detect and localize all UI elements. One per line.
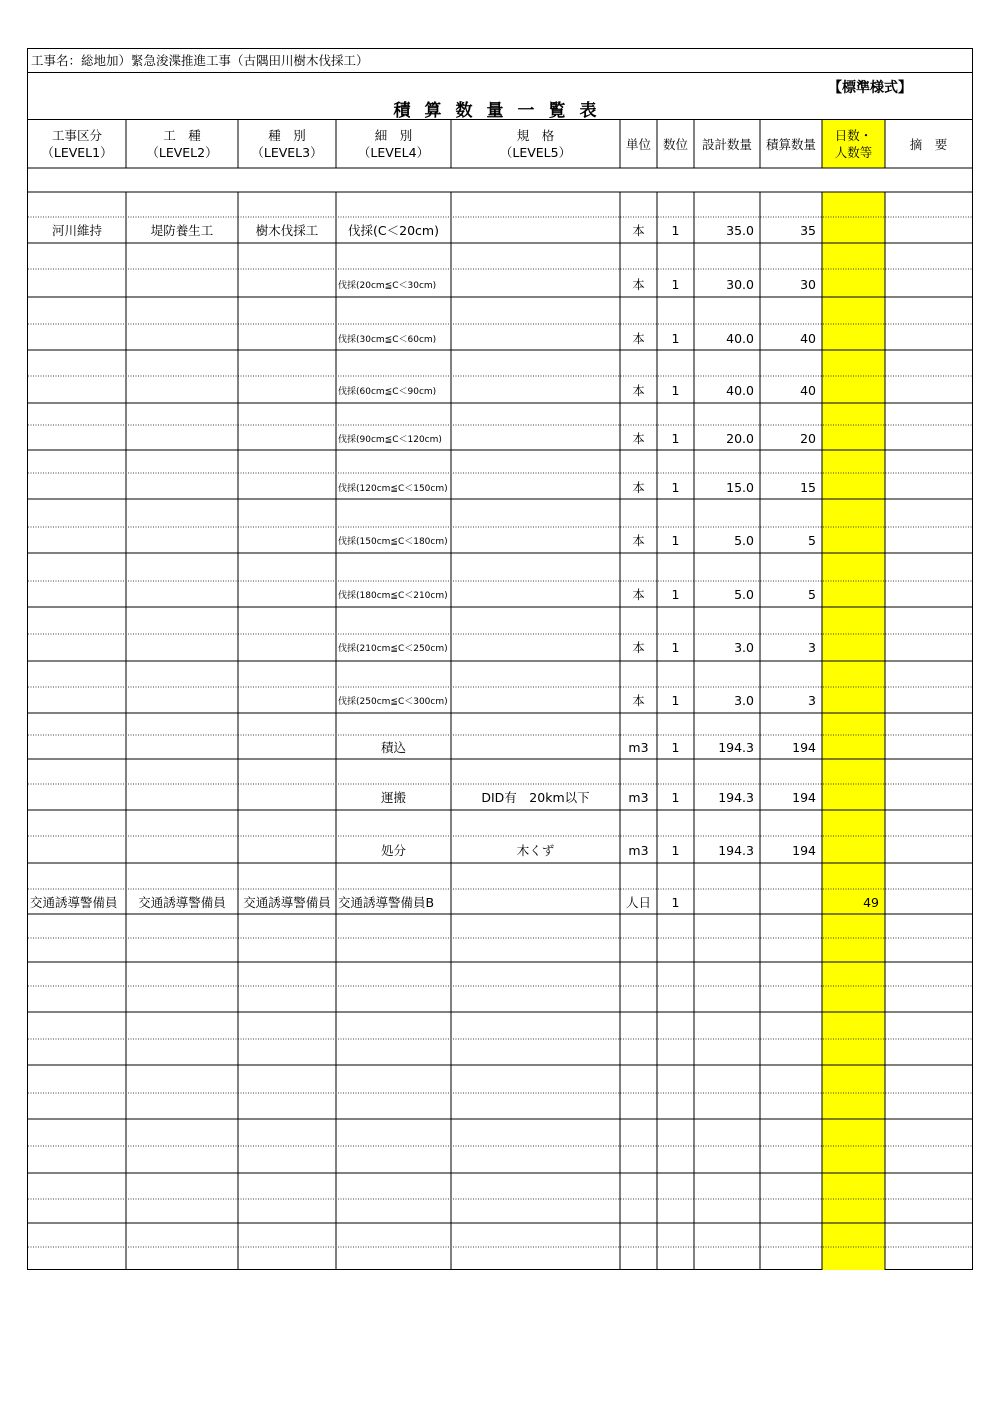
cell-unit: 本 <box>632 223 645 238</box>
cell-digit: 1 <box>671 532 680 548</box>
cell-l4: 積込 <box>380 740 406 755</box>
column-header-label: 日数・ <box>834 128 873 143</box>
cell-unit: 本 <box>632 277 645 292</box>
cell-digit: 1 <box>671 382 680 398</box>
cell-design: 3.0 <box>734 692 754 708</box>
cell-digit: 1 <box>671 842 680 858</box>
cell-calc: 20 <box>800 430 816 446</box>
cell-digit: 1 <box>671 692 680 708</box>
cell-design: 40.0 <box>726 330 754 346</box>
cell-l4: 伐採(250cm≦C＜300cm) <box>338 696 448 707</box>
column-header-sublabel: （LEVEL1） <box>41 145 113 160</box>
column-header <box>620 120 657 168</box>
cell-l4: 伐採(180cm≦C＜210cm) <box>338 590 448 601</box>
cell-l4: 処分 <box>380 843 406 858</box>
cell-design: 194.3 <box>718 789 754 805</box>
cell-l4: 伐採(120cm≦C＜150cm) <box>338 483 448 494</box>
cell-digit: 1 <box>671 330 680 346</box>
cell-l4: 伐採(20cm≦C＜30cm) <box>338 280 437 291</box>
cell-calc: 35 <box>800 222 816 238</box>
cell-l4: 伐採(90cm≦C＜120cm) <box>338 434 442 445</box>
cell-unit: 本 <box>632 383 645 398</box>
cell-unit: 本 <box>632 533 645 548</box>
column-header-label: 摘 要 <box>909 136 948 152</box>
cell-digit: 1 <box>671 739 680 755</box>
cell-design: 40.0 <box>726 382 754 398</box>
column-header-label: 工事区分 <box>51 128 102 143</box>
cell-calc: 5 <box>808 586 816 602</box>
cell-l4: 伐採(C＜20cm) <box>348 223 439 238</box>
cell-digit: 1 <box>671 222 680 238</box>
column-header <box>885 120 972 168</box>
cell-l2: 交通誘導警備員 <box>138 895 226 910</box>
column-header-label: 細 別 <box>374 128 413 143</box>
cell-days: 49 <box>863 894 879 910</box>
cell-design: 194.3 <box>718 739 754 755</box>
cell-digit: 1 <box>671 894 680 910</box>
cell-l1: 交通誘導警備員 <box>30 895 118 910</box>
cell-digit: 1 <box>671 639 680 655</box>
cell-design: 5.0 <box>734 586 754 602</box>
column-header-sublabel: 人数等 <box>834 145 873 160</box>
cell-unit: 本 <box>632 640 645 655</box>
quantity-sheet <box>27 48 973 1270</box>
column-header-sublabel: （LEVEL3） <box>251 145 323 160</box>
cell-l1: 河川維持 <box>51 223 102 238</box>
column-header-label: 工 種 <box>163 128 201 143</box>
cell-digit: 1 <box>671 276 680 292</box>
column-header-sublabel: （LEVEL4） <box>357 145 430 160</box>
cell-unit: m3 <box>628 789 649 805</box>
cell-unit: 本 <box>632 480 645 495</box>
cell-l4: 伐採(150cm≦C＜180cm) <box>338 536 448 547</box>
cell-design: 3.0 <box>734 639 754 655</box>
column-header-label: 単位 <box>625 136 651 152</box>
cell-calc: 15 <box>800 479 816 495</box>
cell-l5: 木くず <box>516 843 555 858</box>
column-header <box>238 120 336 168</box>
cell-unit: 本 <box>632 693 645 708</box>
cell-design: 194.3 <box>718 842 754 858</box>
column-header <box>760 120 822 168</box>
cell-digit: 1 <box>671 586 680 602</box>
column-header-label: 数位 <box>662 136 688 152</box>
cell-calc: 40 <box>800 330 816 346</box>
column-header <box>126 120 238 168</box>
cell-calc: 3 <box>808 692 816 708</box>
cell-digit: 1 <box>671 479 680 495</box>
cell-calc: 30 <box>800 276 816 292</box>
cell-l5: DID有 20km以下 <box>481 790 590 805</box>
cell-design: 15.0 <box>726 479 754 495</box>
cell-unit: 人日 <box>625 895 651 910</box>
column-header-label: 規 格 <box>516 128 555 143</box>
cell-unit: 本 <box>632 587 645 602</box>
cell-unit: 本 <box>632 431 645 446</box>
column-header <box>28 120 126 168</box>
cell-l4: 伐採(210cm≦C＜250cm) <box>338 643 448 654</box>
cell-design: 30.0 <box>726 276 754 292</box>
cell-l3: 交通誘導警備員 <box>243 895 331 910</box>
cell-l3: 樹木伐採工 <box>255 223 319 238</box>
cell-l4: 伐採(30cm≦C＜60cm) <box>338 334 437 345</box>
column-header-label: 種 別 <box>268 128 306 143</box>
cell-calc: 194 <box>792 789 816 805</box>
cell-unit: m3 <box>628 739 649 755</box>
days-column-highlight <box>822 192 885 1270</box>
cell-digit: 1 <box>671 430 680 446</box>
cell-calc: 3 <box>808 639 816 655</box>
cell-l4: 交通誘導警備員B <box>338 895 435 910</box>
page-title: 積算数量一覧表 <box>393 101 611 121</box>
cell-unit: m3 <box>628 842 649 858</box>
column-header <box>657 120 694 168</box>
column-header <box>822 120 885 168</box>
cell-calc: 5 <box>808 532 816 548</box>
title-block <box>28 73 972 120</box>
column-header <box>336 120 451 168</box>
cell-design: 35.0 <box>726 222 754 238</box>
cell-l4: 運搬 <box>380 790 406 805</box>
cell-l4: 伐採(60cm≦C＜90cm) <box>338 386 437 397</box>
table-grid <box>28 120 972 1270</box>
column-header-sublabel: （LEVEL2） <box>146 145 218 160</box>
cell-design: 20.0 <box>726 430 754 446</box>
cell-calc: 194 <box>792 739 816 755</box>
standard-format-label: 【標準様式】 <box>828 80 912 96</box>
column-header <box>451 120 620 168</box>
cell-digit: 1 <box>671 789 680 805</box>
cell-design: 5.0 <box>734 532 754 548</box>
column-header-label: 設計数量 <box>701 136 752 152</box>
cell-l2: 堤防養生工 <box>150 223 214 238</box>
project-name: 工事名：総地加）緊急浚渫推進工事（古隅田川樹木伐採工） <box>28 49 972 73</box>
cell-calc: 40 <box>800 382 816 398</box>
cell-unit: 本 <box>632 331 645 346</box>
column-header-sublabel: （LEVEL5） <box>499 145 572 160</box>
column-header <box>694 120 760 168</box>
column-header-label: 積算数量 <box>765 136 816 152</box>
cell-calc: 194 <box>792 842 816 858</box>
